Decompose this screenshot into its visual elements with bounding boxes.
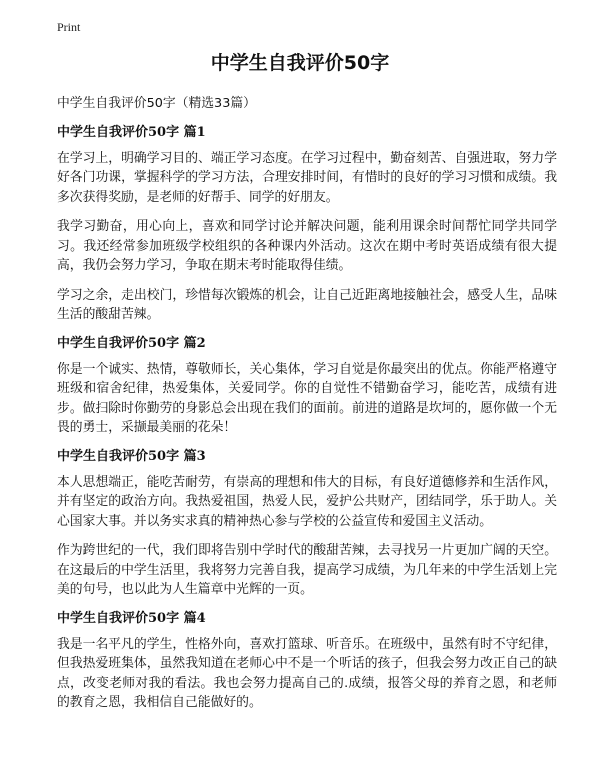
section-heading: 中学生自我评价50字 篇4 (57, 610, 206, 626)
page-title: 中学生自我评价50字 (210, 52, 390, 74)
section-heading: 中学生自我评价50字 篇2 (57, 335, 206, 351)
paragraph: 你是一个诚实、热情，尊敬师长，关心集体，学习自觉是你最突出的优点。你能严格遵守班级和宿舍纪律，热爱集体，关爱同学。你的自觉性不错勤奋学习，能吃苦，成绩有进步。做扫除时你勤劳的身影总会出现在我们的面前。前进的道路是坎坷的，愿你做一个无畏的勇士，采撷最美丽的花朵！ (57, 361, 557, 435)
section-1 (57, 124, 557, 325)
section-4 (57, 610, 557, 713)
print-link[interactable]: Print (57, 20, 81, 34)
section-heading: 中学生自我评价50字 篇3 (57, 448, 206, 464)
section-3 (57, 448, 557, 600)
paragraph: 学习之余，走出校门，珍惜每次锻炼的机会，让自己近距离地接触社会，感受人生，品味生活的酸甜苦辣。 (57, 287, 557, 322)
paragraph: 在学习上，明确学习目的、端正学习态度。在学习过程中，勤奋刻苦、自强进取，努力学好各门功课，掌握科学的学习方法，合理安排时间，有惜时的良好的学习习惯和成绩。我多次获得奖励，是老师的好帮手、同学的好朋友。 (57, 150, 557, 205)
paragraph: 作为跨世纪的一代，我们即将告别中学时代的酸甜苦辣，去寻找另一片更加广阔的天空。在这最后的中学生活里，我将努力完善自我，提高学习成绩，为几年来的中学生活划上完美的句号，也以此为人生篇章中光辉的一页。 (57, 543, 557, 597)
section-2 (57, 335, 557, 438)
paragraph: 我是一名平凡的学生，性格外向，喜欢打篮球、听音乐。在班级中，虽然有时不守纪律，但我热爱班集体，虽然我知道在老师心中不是一个听话的孩子，但我会努力改正自己的缺点，改变老师对我的看法。我也会努力提高自己的.成绩，报答父母的养育之恩，和老师的教育之恩，我相信自己能做好的。 (57, 636, 557, 710)
article-subtitle: 中学生自我评价50字（精选33篇） (57, 96, 256, 111)
paragraph: 我学习勤奋，用心向上，喜欢和同学讨论并解决问题，能利用课余时间帮忙同学共同学习。我还经常参加班级学校组织的各种课内外活动。这次在期中考时英语成绩有很大提高，我仍会努力学习，争取在期末考时能取得佳绩。 (57, 219, 557, 273)
paragraph: 本人思想端正，能吃苦耐劳，有崇高的理想和伟大的目标，有良好道德修养和生活作风，并有坚定的政治方向。我热爱祖国，热爱人民，爱护公共财产，团结同学，乐于助人。关心国家大事。并以务实求真的精神热心参与学校的公益宣传和爱国主义活动。 (57, 474, 557, 529)
article-body (57, 94, 557, 723)
section-heading: 中学生自我评价50字 篇1 (57, 124, 206, 140)
